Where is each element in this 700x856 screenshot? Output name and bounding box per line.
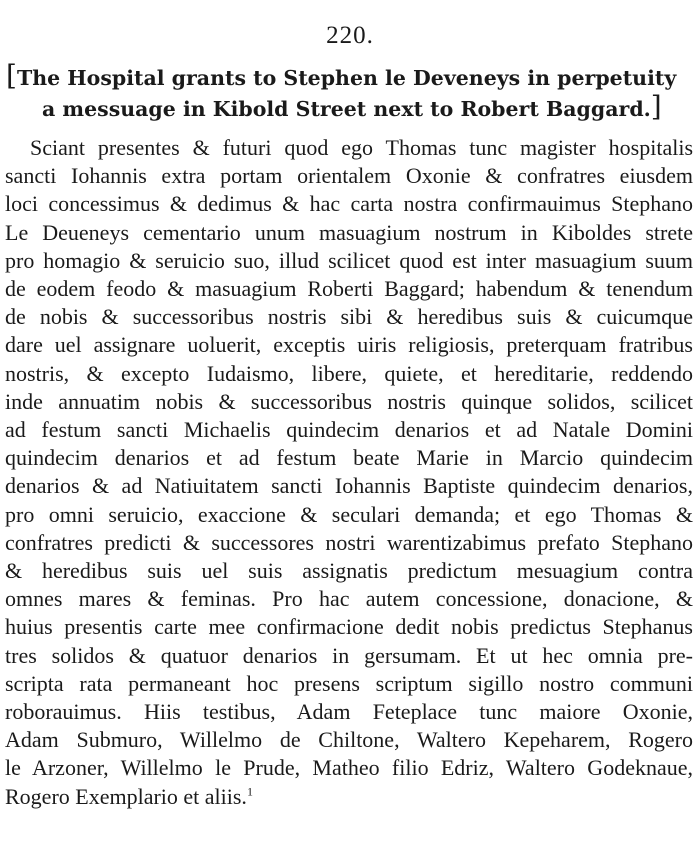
charter-text [5,134,693,811]
summary-line-2 [6,90,696,124]
charter-line: huius presentis carte mee confirmacione dedit nobis predictus Stephanus [5,614,693,640]
summary-text-2: a messuage in Kibold Street next to Robert Baggard. [42,97,651,121]
document-number: 220. [326,22,374,49]
charter-line: Adam Submuro, Willelmo de Chiltone, Waltero Kepeharem, Rogero [5,727,693,753]
charter-line: dare uel assignare uoluerit, exceptis uiris religiosis, preterquam fratribus [5,332,693,358]
charter-line: Sciant presentes & futuri quod ego Thomas tunc magister hospitalis [30,135,693,160]
charter-line: roborauimus. Hiis testibus, Adam Feteplace tunc maiore Oxonie, [5,699,693,725]
charter-line: pro homagio & seruicio suo, illud scilicet quod est inter masuagium suum [5,247,693,273]
charter-line-text: Rogero Exemplario et aliis. [5,783,247,809]
summary-text-1: The Hospital grants to Stephen le Deveneys in perpetuity [16,66,677,90]
charter-line: de nobis & successoribus nostris sibi & heredibus suis & cuicumque [5,304,693,330]
charter-line: denarios & ad Natiuitatem sancti Iohannis Baptiste quindecim denarios, [5,473,693,499]
footnote-marker: 1 [246,784,253,799]
charter-line: sancti Iohannis extra portam orientalem Oxonie & confratres eiusdem [5,163,693,189]
charter-line: scripta rata permaneant hoc presens scriptum sigillo nostro communi [5,670,693,696]
summary-close-bracket: ] [650,90,662,123]
document-summary [6,59,696,124]
charter-line: inde annuatim nobis & successoribus nostris quinque solidos, scilicet [5,388,693,414]
summary-open-bracket: [ [6,59,17,92]
charter-line: loci concessimus & dedimus & hac carta nostra confirmauimus Stephano [5,191,693,217]
charter-line: & heredibus suis uel suis assignatis predictum mesuagium contra [5,558,693,584]
summary-line-1 [6,59,696,93]
charter-line: confratres predicti & successores nostri warentizabimus prefato Stephano [5,529,693,555]
charter-line: Le Deueneys cementario unum masuagium nostrum in Kiboldes strete [5,219,693,245]
charter-line: pro omni seruicio, exaccione & seculari demanda; et ego Thomas & [5,501,693,527]
charter-line: quindecim denarios et ad festum beate Marie in Marcio quindecim [5,445,693,471]
charter-last-line [5,783,693,811]
charter-line: tres solidos & quatuor denarios in gersumam. Et ut hec omnia pre- [5,642,693,668]
charter-line: ad festum sancti Michaelis quindecim denarios et ad Natale Domini [5,417,693,443]
charter-line: le Arzoner, Willelmo le Prude, Matheo filio Edriz, Waltero Godeknaue, [5,755,693,781]
charter-line: omnes mares & feminas. Pro hac autem concessione, donacione, & [5,586,693,612]
charter-line: nostris, & excepto Iudaismo, libere, quiete, et hereditarie, reddendo [5,360,693,386]
charter-line: de eodem feodo & masuagium Roberti Baggard; habendum & tenendum [5,276,693,302]
